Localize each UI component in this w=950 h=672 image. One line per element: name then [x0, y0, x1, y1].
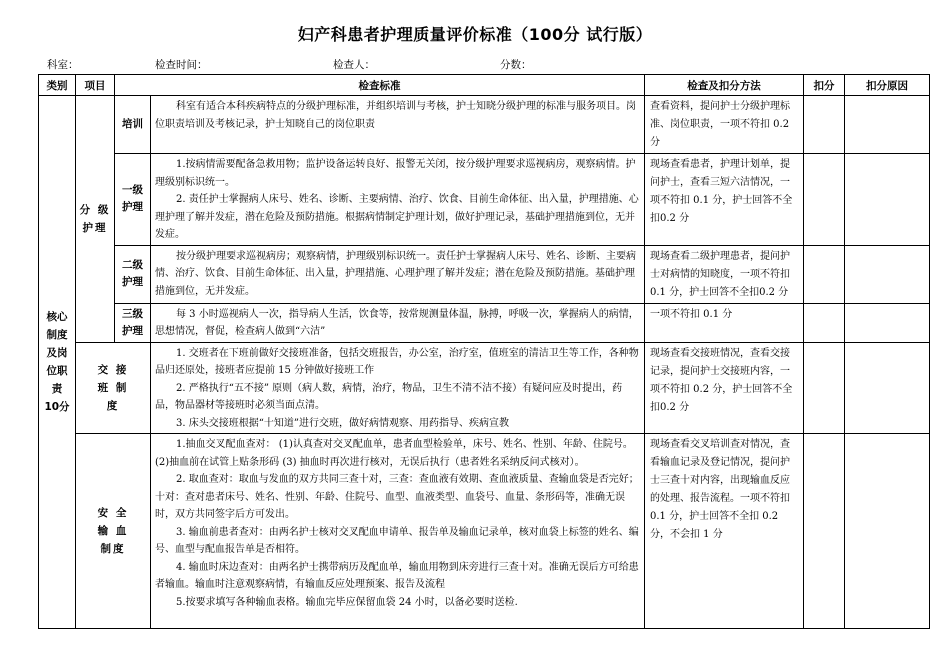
standard-level3: 每 3 小时巡视病人一次，指导病人生活，饮食等，按常规测量体温，脉搏，呼吸一次，掌握病人的病情，思想情况，督促，检查病人做到“六洁”	[151, 303, 645, 342]
sub-level1: 一级 护理	[115, 154, 151, 246]
item-transfusion: 安 全 输 血 制度	[76, 434, 151, 629]
deduction-cell[interactable]	[804, 434, 845, 629]
item-handover: 交 接 班 制 度	[76, 342, 151, 434]
deduction-cell[interactable]	[804, 303, 845, 342]
table-row	[39, 245, 930, 303]
sub-level3: 三级 护理	[115, 303, 151, 342]
standard-transfusion: 1.抽血交叉配血查对： (1)认真查对交叉配血单，患者血型检验单，床号、姓名、性别、年龄、住院号。(2)抽血前在试管上贴条形码 (3) 抽血时再次进行核对，无误后执行（患者姓名采纳反问式核对）。 2. 取血查对：取血与发血的双方共同三查十对，三查：查血液有效期、查血液质量、查输血袋是否完好；十对：查对患者床号、姓名、性别、年龄、住院号、血型、血液类型、血袋号、血量、条形码等，准确无误时，双方共同签字后方可发出。 3. 输血前患者查对：由两名护士核对交叉配血申请单、报告单及输血记录单，核对血袋上标签的姓名、编号、血型与配血报告单是否相符。 4. 输血时床边查对：由两名护士携带病历及配血单，输血用物到床旁进行三查十对。准确无误后方可给患者输血。输血时注意观察病情，有输血反应处理预案、报告及流程 5.按要求填写各种输血表格。输血完毕应保留血袋 24 小时，以备必要时送检.	[151, 434, 645, 629]
page-title: 妇产科患者护理质量评价标准（100分 试行版）	[297, 25, 653, 44]
method-level3: 一项不符扣 0.1 分	[645, 303, 804, 342]
table-row	[39, 96, 930, 154]
reason-cell[interactable]	[845, 303, 930, 342]
method-transfusion: 现场查看交叉培训查对情况，查看输血记录及登记情况，提问护士三查十对内容，出现输血反应的处理、报告流程。一项不符扣 0.1 分，护士回答不全扣 0.2分，不会扣 1 分	[645, 434, 804, 629]
header-item: 项目	[76, 75, 115, 96]
info-line	[37, 57, 927, 73]
method-handover: 现场查看交接班情况，查看交接记录，提问护士交接班内容，一项不符扣 0.2 分，护士回答不全扣0.2 分	[645, 342, 804, 434]
header-reason: 扣分原因	[845, 75, 930, 96]
standard-training: 科室有适合本科疾病特点的分级护理标准，并组织培训与考核，护士知晓分级护理的标准与服务项目。岗位职责培训及考核记录，护士知晓自己的岗位职责	[151, 96, 645, 154]
header-deduction: 扣分	[804, 75, 845, 96]
method-level2: 现场查看二级护理患者，提问护士对病情的知晓度，一项不符扣 0.1 分，护士回答不全扣0.2 分	[645, 245, 804, 303]
check-time-label: 检查时间：	[155, 59, 208, 71]
standard-handover: 1. 交班者在下班前做好交接班准备，包括交班报告，办公室，治疗室，值班室的清洁卫生等工作，各种物品归还原处，接班者应提前 15 分钟做好接班工作 2. 严格执行“五不接” 原则（病人数，病情，治疗，物品，卫生不清不洁不接）有疑问应及时提出，药品，物品器材等接班时必须当面点清。 3. 床头交接班根据“十知道”进行交班，做好病情观察、用药指导、疾病宣教	[151, 342, 645, 434]
reason-cell[interactable]	[845, 245, 930, 303]
sub-training: 培训	[115, 96, 151, 154]
inspector-label: 检查人：	[333, 59, 375, 71]
method-training: 查看资料，提问护士分级护理标准、岗位职责，一项不符扣 0.2 分	[645, 96, 804, 154]
score-label: 分数：	[500, 59, 532, 71]
reason-cell[interactable]	[845, 154, 930, 246]
method-level1: 现场查看患者，护理计划单，提问护士，查看三短六洁情况，一项不符扣 0.1 分，护士回答不全扣0.2 分	[645, 154, 804, 246]
category-cell: 核心 制度 及岗 位职 责 10分	[39, 96, 76, 629]
sub-level2: 二级 护理	[115, 245, 151, 303]
item-grading: 分 级 护理	[76, 96, 115, 343]
header-method: 检查及扣分方法	[645, 75, 804, 96]
deduction-cell[interactable]	[804, 245, 845, 303]
header-row	[39, 75, 930, 96]
standard-level2: 按分级护理要求巡视病房；观察病情，护理级别标识统一。责任护士掌握病人床号、姓名、诊断、主要病情、治疗、饮食、目前生命体征、出入量，护理措施、心理护理了解并发症；潜在危险及预防措施。基础护理措施到位，无并发症。	[151, 245, 645, 303]
standard-level1: 1.按病情需要配备急救用物；监护设备运转良好、报警无关闭，按分级护理要求巡视病房，观察病情。护理级别标识统一。 2. 责任护士掌握病人床号、姓名、诊断、主要病情、治疗、饮食、目前生命体征、出入量，护理措施、心理护理了解并发症，潜在危险及预防措施。根据病情制定护理计划，做好护理记录，基础护理措施到位，无并发症。	[151, 154, 645, 246]
deduction-cell[interactable]	[804, 96, 845, 154]
table-row	[39, 342, 930, 434]
table-row	[39, 434, 930, 629]
reason-cell[interactable]	[845, 96, 930, 154]
evaluation-table	[38, 74, 930, 629]
deduction-cell[interactable]	[804, 154, 845, 246]
header-category: 类别	[39, 75, 76, 96]
table-row	[39, 154, 930, 246]
table-row	[39, 303, 930, 342]
department-label: 科室：	[47, 59, 79, 71]
header-standard: 检查标准	[115, 75, 645, 96]
deduction-cell[interactable]	[804, 342, 845, 434]
reason-cell[interactable]	[845, 342, 930, 434]
reason-cell[interactable]	[845, 434, 930, 629]
